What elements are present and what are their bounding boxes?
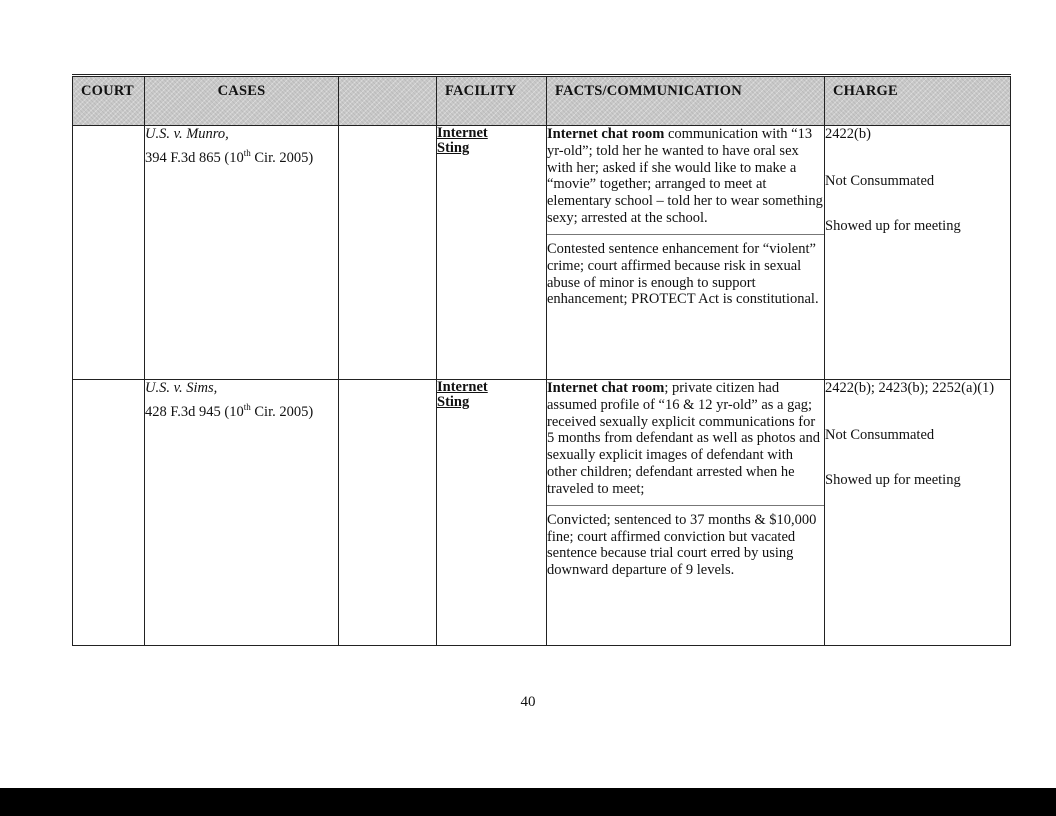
charge-note: Showed up for meeting	[825, 217, 961, 234]
facility-cell: Internet Sting	[437, 380, 547, 646]
column-header-cases: CASES	[145, 76, 339, 126]
column-header-blank	[339, 76, 437, 126]
charge-cell	[825, 380, 1011, 646]
charge-status: Not Consummated	[825, 426, 935, 443]
table-row	[73, 126, 1011, 380]
column-header-charge: CHARGE	[825, 76, 1011, 126]
charge-cell	[825, 126, 1011, 380]
column-header-facility: FACILITY	[437, 76, 547, 126]
case-name: U.S. v. Munro,	[145, 126, 229, 142]
facts-cell	[547, 380, 825, 646]
column-header-court: COURT	[73, 76, 145, 126]
page-number: 40	[520, 694, 536, 710]
case-cell	[145, 380, 339, 646]
case-table	[72, 74, 1011, 646]
court-cell	[73, 126, 145, 380]
facts-outcome-paragraph: Convicted; sentenced to 37 months & $10,000 fine; court affirmed conviction but vacated sentence because trial court erred by using downward departure of 9 levels.	[547, 505, 824, 579]
scan-border	[0, 788, 1056, 816]
blank-cell	[339, 380, 437, 646]
case-name: U.S. v. Sims,	[145, 380, 218, 396]
blank-cell	[339, 126, 437, 380]
case-cell	[145, 126, 339, 380]
charge-note: Showed up for meeting	[825, 471, 961, 488]
case-citation: 428 F.3d 945 (10th Cir. 2005)	[145, 401, 314, 420]
charge-status: Not Consummated	[825, 172, 935, 189]
table-row	[73, 380, 1011, 646]
facts-paragraph: Internet chat room communication with “13 yr-old”; told her he wanted to have oral sex with her; asked if she would like to make a “movie” together; arranged to meet at elementary school – told her to wear something sexy; arrested at the school.	[547, 126, 823, 227]
case-citation: 394 F.3d 865 (10th Cir. 2005)	[145, 147, 314, 166]
column-header-facts: FACTS/COMMUNICATION	[547, 76, 825, 126]
court-cell	[73, 380, 145, 646]
charge-statute: 2422(b)	[825, 126, 871, 142]
facts-paragraph: Internet chat room; private citizen had assumed profile of “16 & 12 yr-old” as a gag; received sexually explicit communications for 5 months from defendant as well as photos and sexually explicit images of defendant with other children; defendant arrested when he traveled to meet;	[547, 380, 821, 497]
facts-outcome-paragraph: Contested sentence enhancement for “violent” crime; court affirmed because risk in sexual abuse of minor is enough to support enhancement; PROTECT Act is constitutional.	[547, 234, 824, 308]
table-header-row	[73, 76, 1011, 126]
facts-cell	[547, 126, 825, 380]
charge-statute: 2422(b); 2423(b); 2252(a)(1)	[825, 380, 995, 396]
facility-cell: Internet Sting	[437, 126, 547, 380]
